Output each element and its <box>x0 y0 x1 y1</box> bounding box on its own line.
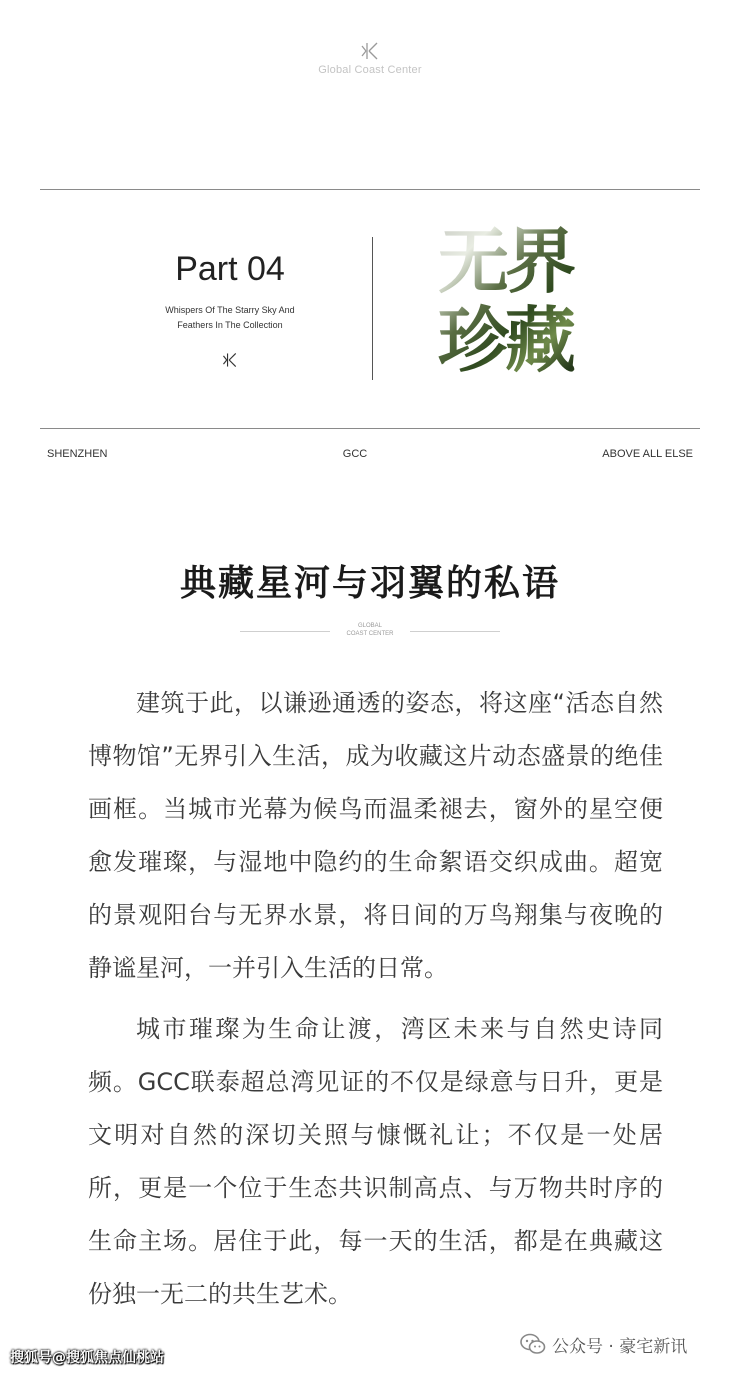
vertical-divider <box>372 237 373 380</box>
part-title: Part 04 <box>175 250 285 288</box>
part-subtitle-line-2: Feathers In The Collection <box>177 320 283 330</box>
wechat-icon <box>520 1333 546 1355</box>
account-watermark <box>520 1330 687 1358</box>
bottom-rule <box>40 428 700 429</box>
feature-title-line-2: 珍藏 <box>438 298 573 382</box>
feature-title <box>438 219 608 382</box>
ornament-line-right <box>410 631 500 632</box>
meta-location: SHENZHEN <box>47 448 108 460</box>
ornament-label-line-2: COAST CENTER <box>346 631 394 637</box>
top-rule <box>40 189 700 190</box>
feature-title-line-1: 无界 <box>438 219 573 303</box>
ornament-label <box>330 622 410 638</box>
account-name: 公众号 · 豪宅新讯 <box>552 1336 688 1357</box>
body-paragraph-1: 建筑于此，以谦逊通透的姿态，将这座“活态自然博物馆”无界引入生活，成为收藏这片动态盛景的绝佳画框。当城市光幕为候鸟而温柔褪去，窗外的星空便愈发璀璨，与湿地中隐约的生命絮语交织成曲。超宽的景观阳台与无界水景，将日间的万鸟翔集与夜晚的静谧星河，一并引入生活的日常。 <box>88 689 663 982</box>
gcc-logo-mark-icon <box>221 351 239 369</box>
body-paragraph-2: 城市璀璨为生命让渡，湾区未来与自然史诗同频。GCC联泰超总湾见证的不仅是绿意与日升，更是文明对自然的深切关照与慷慨礼让；不仅是一处居所，更是一个位于生态共识制高点、与万物共时序的生命主场。居住于此，每一天的生活，都是在典藏这份独一无二的共生艺术。 <box>88 1015 663 1308</box>
brand-name: Global Coast Center <box>318 64 422 76</box>
title-ornament <box>240 622 500 640</box>
source-watermark: 搜狐号@搜狐焦点仙桃站 <box>10 1350 164 1366</box>
ornament-label-line-1: GLOBAL <box>357 623 382 629</box>
gcc-logo-mark-icon <box>359 40 381 62</box>
meta-slogan: ABOVE ALL ELSE <box>602 448 693 460</box>
meta-brand: GCC <box>342 448 368 460</box>
ornament-line-left <box>240 631 330 632</box>
section-title: 典藏星河与羽翼的私语 <box>179 562 560 604</box>
part-subtitle-line-1: Whispers Of The Starry Sky And <box>165 305 295 315</box>
part-subtitle <box>140 303 320 333</box>
